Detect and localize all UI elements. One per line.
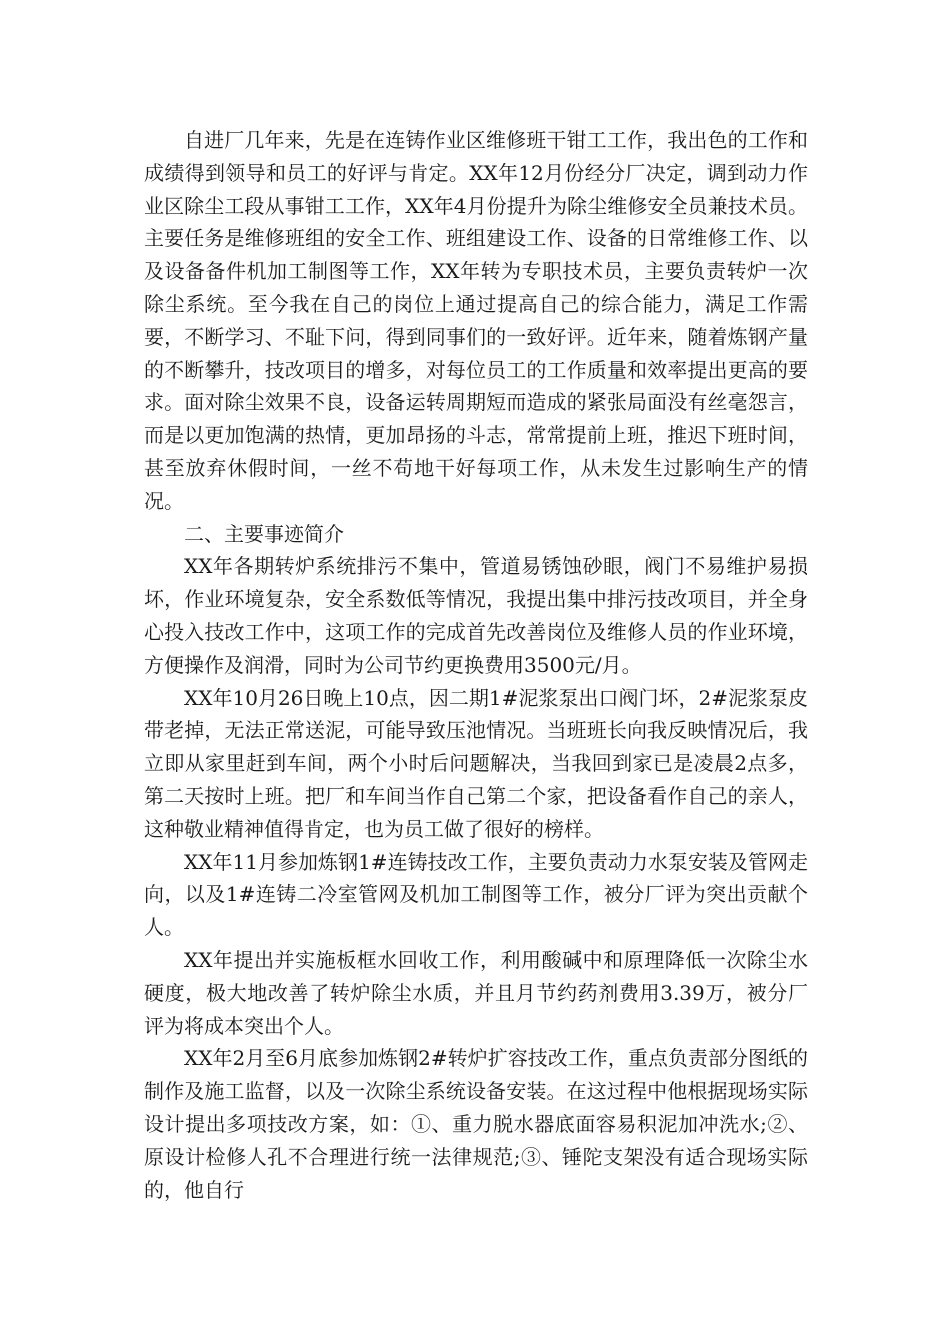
section-heading-main-deeds: 二、主要事迹简介 — [184, 521, 344, 546]
document-body — [144, 124, 808, 1206]
paragraph-work-history: 自进厂几年来，先是在连铸作业区维修班干钳工工作，我出色的工作和成绩得到领导和员工的好评与肯定。XX年12月份经分厂决定，调到动力作业区除尘工段从事钳工工作，XX年4月份提升为除尘维修安全员兼技术员。主要任务是维修班组的安全工作、班组建设工作、设备的日常维修工作、以及设备备件机加工制图等工作，XX年转为专职技术员，主要负责转炉一次除尘系统。至今我在自己的岗位上通过提高自己的综合能力，满足工作需要，不断学习、不耻下问，得到同事们的一致好评。近年来，随着炼钢产量的不断攀升，技改项目的增多，对每位员工的工作质量和效率提出更高的要求。面对除尘效果不良，设备运转周期短而造成的紧张局面没有丝毫怨言，而是以更加饱满的热情，更加昂扬的斗志，常常提前上班，推迟下班时间，甚至放弃休假时间，一丝不苟地干好每项工作，从未发生过影响生产的情况。 — [144, 128, 808, 513]
paragraph-water-recovery: XX年提出并实施板框水回收工作，利用酸碱中和原理降低一次除尘水硬度，极大地改善了转炉除尘水质，并且月节约药剂费用3.39万，被分厂评为将成本突出个人。 — [144, 947, 808, 1038]
paragraph-drainage-project: XX年各期转炉系统排污不集中，管道易锈蚀砂眼，阀门不易维护易损坏，作业环境复杂，安全系数低等情况，我提出集中排污技改项目，并全身心投入技改工作中，这项工作的完成首先改善岗位及维修人员的作业环境，方便操作及润滑，同时为公司节约更换费用3500元/月。 — [144, 554, 808, 677]
paragraph-converter-expansion: XX年2月至6月底参加炼钢2#转炉扩容技改工作，重点负责部分图纸的制作及施工监督，以及一次除尘系统设备安装。在这过程中他根据现场实际设计提出多项技改方案，如：①、重力脱水器底面容易积泥加冲洗水;②、原设计检修人孔不合理进行统一法律规范;③、锤陀支架没有适合现场实际的，他自行 — [144, 1046, 808, 1202]
paragraph-caster-retrofit: XX年11月参加炼钢1#连铸技改工作，主要负责动力水泵安装及管网走向，以及1#连铸二冷室管网及机加工制图等工作，被分厂评为突出贡献个人。 — [144, 849, 808, 940]
paragraph-pump-repair: XX年10月26日晚上10点，因二期1#泥浆泵出口阀门坏，2#泥浆泵皮带老掉，无法正常送泥，可能导致压池情况。当班班长向我反映情况后，我立即从家里赶到车间，两个小时后问题解决，当我回到家已是凌晨2点多，第二天按时上班。把厂和车间当作自己第二个家，把设备看作自己的亲人，这种敬业精神值得肯定，也为员工做了很好的榜样。 — [144, 685, 808, 841]
